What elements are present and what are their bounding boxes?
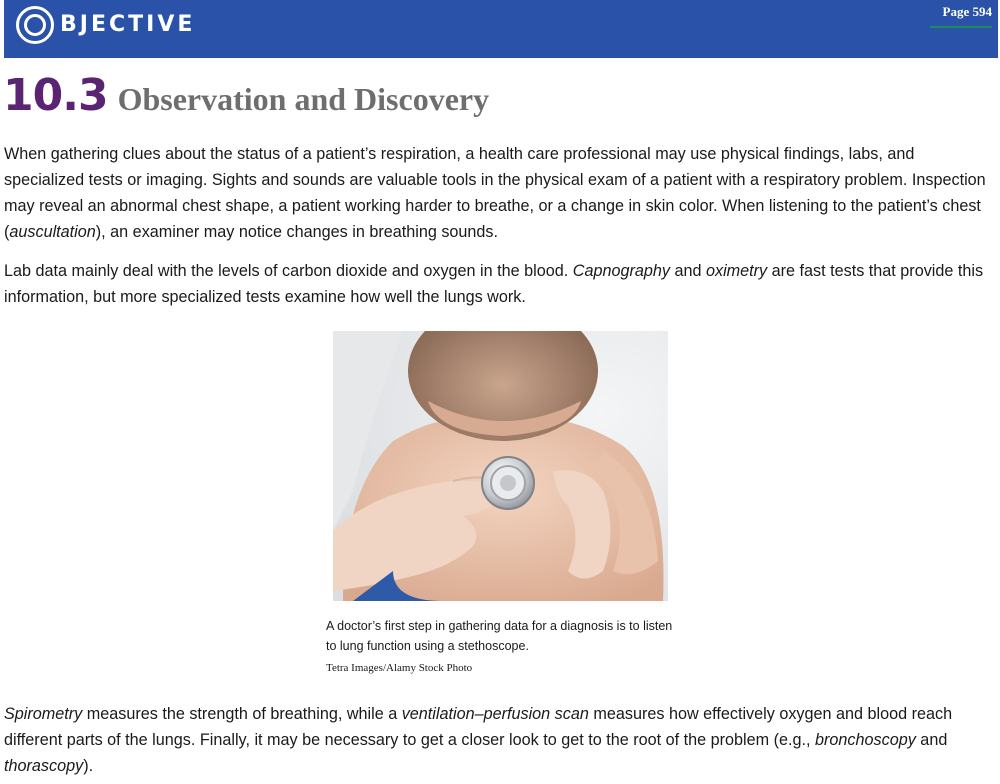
text-run: When gathering clues about the status of a patient’s respiration, a health care professional may use physical findings, labs, and specialized tests or imaging. Sights and sounds are valuable tools in the physical exam of a patient with a respiratory problem. Inspection may reveal an abnormal chest shape, a patient working harder to breathe, or a change in skin color. When listening to the patient’s chest ( (4, 145, 986, 241)
italic-term: ventilation–perfusion scan (401, 705, 589, 723)
text-run: Lab data mainly deal with the levels of carbon dioxide and oxygen in the blood. (4, 262, 573, 280)
page-number-underline (930, 26, 992, 28)
section-number: 10.3 (3, 70, 108, 121)
stethoscope-photo (333, 331, 668, 601)
italic-term: Capnography (572, 262, 670, 280)
text-run: and (915, 731, 948, 749)
objective-circle-icon (16, 6, 54, 44)
italic-term: Spirometry (4, 705, 83, 723)
italic-term: bronchoscopy (815, 731, 916, 749)
paragraph-respiration-clues (4, 141, 998, 245)
paragraph-specialized-tests (4, 701, 998, 779)
page-number: Page 594 (942, 4, 992, 19)
italic-term: oximetry (705, 262, 768, 280)
text-run: and (669, 262, 706, 280)
italic-term: thorascopy (4, 757, 84, 775)
text-run: ), an examiner may notice changes in breathing sounds. (95, 223, 499, 241)
figure-caption: A doctor’s first step in gathering data for a diagnosis is to listen to lung function using a stethoscope. (326, 619, 673, 653)
banner-label: BJECTIVE (60, 12, 196, 37)
stethoscope-illustration (333, 331, 668, 601)
text-run: are fast tests that provide this information, but more specialized tests examine how well the lungs work. (4, 262, 984, 306)
objective-banner (4, 0, 998, 58)
section-heading (3, 70, 489, 126)
text-run: measures the strength of breathing, while a (82, 705, 402, 723)
paragraph-lab-data (4, 258, 998, 310)
section-title: Observation and Discovery (117, 81, 490, 117)
text-run: measures how effectively oxygen and blood reach different parts of the lungs. Finally, it may be necessary to get a closer look to get to the root of the problem (e.g., (4, 705, 953, 749)
photo-credit: Tetra Images/Alamy Stock Photo (326, 662, 473, 674)
italic-term: auscultation (9, 223, 96, 241)
text-run: ). (83, 757, 94, 775)
